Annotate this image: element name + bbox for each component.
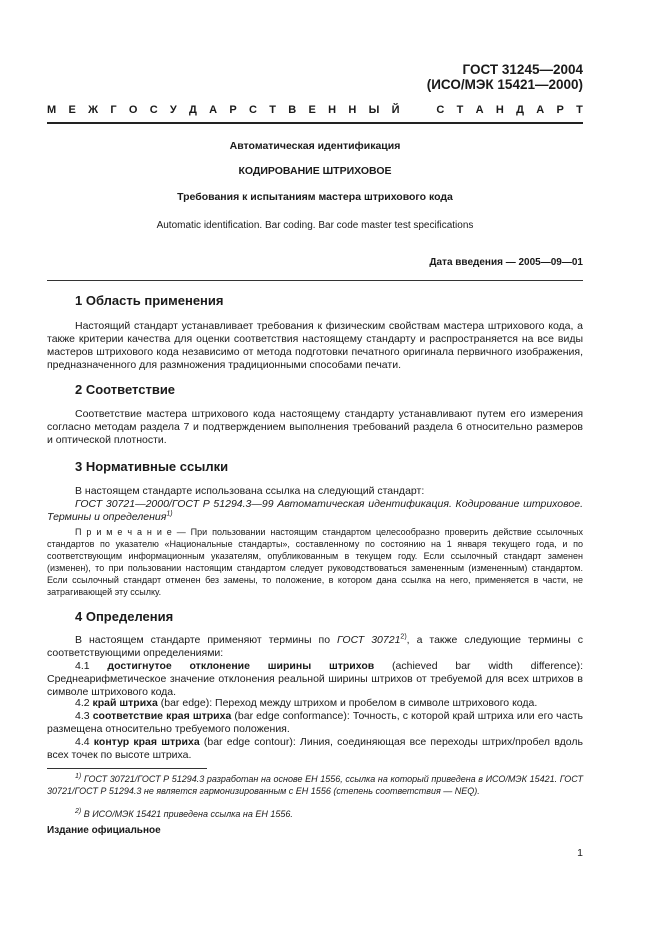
banner-letter: Й bbox=[391, 104, 400, 116]
banner-letter: А bbox=[209, 104, 218, 116]
banner-letter: Ж bbox=[88, 104, 99, 116]
title-english: Automatic identification. Bar coding. Bar code master test specifications bbox=[156, 220, 474, 231]
section-3-reference bbox=[47, 498, 583, 524]
footnote-1 bbox=[47, 773, 583, 797]
banner-letter: Г bbox=[110, 104, 117, 116]
introduction-date: Дата введения — 2005—09—01 bbox=[429, 257, 583, 268]
title-divider bbox=[47, 280, 583, 281]
banner-letter: О bbox=[128, 104, 138, 116]
banner-letter: Т bbox=[269, 104, 276, 116]
banner-letter: Е bbox=[308, 104, 316, 116]
section-3-intro: В настоящем стандарте использована ссылка на следующий стандарт: bbox=[75, 485, 425, 497]
standard-type-banner bbox=[47, 104, 583, 116]
banner-letter: А bbox=[475, 104, 484, 116]
footnote-marker: 2) bbox=[75, 808, 82, 815]
standard-number-line1: ГОСТ 31245—2004 bbox=[462, 62, 583, 77]
footnote-divider bbox=[47, 768, 207, 769]
reference-text: ГОСТ 30721—2000/ГОСТ Р 51294.3—99 Автоматическая идентификация. Кодирование штриховое. Термины и определения bbox=[47, 498, 583, 523]
standard-number bbox=[427, 62, 583, 92]
definition-4-4 bbox=[47, 736, 583, 762]
banner-letter: С bbox=[149, 104, 158, 116]
footnote-marker: 1) bbox=[75, 773, 82, 780]
section-4-heading: 4 Определения bbox=[75, 609, 174, 624]
footnote-text: ГОСТ 30721/ГОСТ Р 51294.3 разработан на основе ЕН 1556, ссылка на который приведена в ИСО/МЭК 15421. ГОСТ 30721/ГОСТ Р 51294.3 не является гармонизированным с ЕН 1556 (степень соответствия — NEQ). bbox=[47, 774, 583, 796]
banner-letter: Д bbox=[189, 104, 197, 116]
definition-term: соответствие края штриха bbox=[92, 710, 232, 722]
definition-text: (bar edge contour): Линия, соединяющая все переходы штрих/пробел вдоль всех точек по высоте штриха. bbox=[47, 736, 583, 761]
standard-number-line2: (ИСО/МЭК 15421—2000) bbox=[426, 77, 583, 92]
intro-text: , а также следующие термины с соответствующими определениями: bbox=[47, 634, 583, 659]
header-divider bbox=[47, 122, 583, 124]
note-text: — При пользовании настоящим стандартом целесообразно проверить действие ссылочных стандартов по указателю «Национальные стандарты», составленному по состоянию на 1 января текущего года, и по соответствующим информационным указателям, опубликованным в текущем году. Если ссылочный стандарт заменен (изменен), то при пользовании настоящим стандартом следует руководствоваться замененным (измененным) стандартом. Если ссылочный стандарт отменен без замены, то положение, в котором дана ссылка на него, применяется в части, не затрагивающей эту ссылку. bbox=[47, 527, 583, 597]
title-line1: Автоматическая идентификация bbox=[229, 140, 401, 152]
definition-term: контур края штриха bbox=[93, 736, 200, 748]
definition-number: 4.1 bbox=[75, 660, 108, 672]
banner-letter: В bbox=[288, 104, 297, 116]
definition-term: край штриха bbox=[92, 697, 158, 709]
banner-letter: Н bbox=[348, 104, 357, 116]
section-1-heading: 1 Область применения bbox=[75, 293, 224, 308]
banner-letter: Т bbox=[456, 104, 464, 116]
title-line2: КОДИРОВАНИЕ ШТРИХОВОЕ bbox=[238, 165, 392, 177]
banner-letter: Н bbox=[328, 104, 337, 116]
intro-text: В настоящем стандарте применяют термины по bbox=[75, 634, 338, 646]
banner-letter: М bbox=[47, 104, 57, 116]
section-2-heading: 2 Соответствие bbox=[75, 382, 176, 397]
edition-label: Издание официальное bbox=[47, 825, 161, 836]
section-4-intro bbox=[47, 634, 583, 660]
section-2-text: Соответствие мастера штрихового кода настоящему стандарту устанавливают путем его измерения согласно методам раздела 7 и подтверждением выполнения требований раздела 6 относительно размеров и оптической плотности. bbox=[47, 408, 583, 446]
note-label: П р и м е ч а н и е bbox=[75, 527, 172, 537]
section-3-note bbox=[47, 526, 583, 598]
banner-letter: Р bbox=[229, 104, 237, 116]
banner-letter: Е bbox=[68, 104, 76, 116]
banner-letter: Д bbox=[516, 104, 524, 116]
definition-text: (achieved bar width difference): Среднеарифметическое значение отклонения реальной ширины штрихов от требуемой для всех штрихов в символе штрихового кода. bbox=[47, 660, 583, 698]
section-1-text: Настоящий стандарт устанавливает требования к физическим свойствам мастера штрихового кода, а также критерии качества для оценки соответствия настоящему стандарту и распространяется на все виды мастеров штрихового кода независимо от метода подготовки печатного оригинала первичного изображения, предназначенного для размножения традиционными способами печати. bbox=[47, 320, 583, 371]
banner-letter: Н bbox=[495, 104, 504, 116]
banner-letter: С bbox=[436, 104, 445, 116]
definition-number: 4.4 bbox=[75, 736, 94, 748]
banner-letter: У bbox=[169, 104, 177, 116]
banner-letter: Ы bbox=[368, 104, 380, 116]
definition-term: достигнутое отклонение ширины штрихов bbox=[107, 660, 375, 672]
footnote-2 bbox=[47, 808, 583, 820]
definition-4-3 bbox=[47, 710, 583, 736]
footnote-marker: 2) bbox=[400, 633, 407, 641]
banner-letter: А bbox=[536, 104, 545, 116]
definition-text: (bar edge conformance): Точность, с которой край штриха или его часть размещена относительно требуемого положения. bbox=[47, 710, 583, 735]
banner-letter: Т bbox=[576, 104, 583, 116]
section-3-heading: 3 Нормативные ссылки bbox=[75, 459, 229, 474]
intro-reference: ГОСТ 30721 bbox=[337, 634, 401, 646]
title-line3: Требования к испытаниям мастера штрихового кода bbox=[177, 191, 453, 203]
footnote-text: В ИСО/МЭК 15421 приведена ссылка на ЕН 1556. bbox=[81, 809, 293, 819]
banner-letter: Р bbox=[556, 104, 564, 116]
definition-text: (bar edge): Переход между штрихом и пробелом в символе штрихового кода. bbox=[157, 697, 538, 709]
page-number: 1 bbox=[577, 847, 583, 859]
definition-number: 4.3 bbox=[75, 710, 93, 722]
footnote-marker: 1) bbox=[166, 510, 173, 518]
definition-4-1 bbox=[47, 660, 583, 699]
banner-letter: С bbox=[249, 104, 257, 116]
definition-number: 4.2 bbox=[75, 697, 93, 709]
definition-4-2 bbox=[47, 697, 583, 710]
